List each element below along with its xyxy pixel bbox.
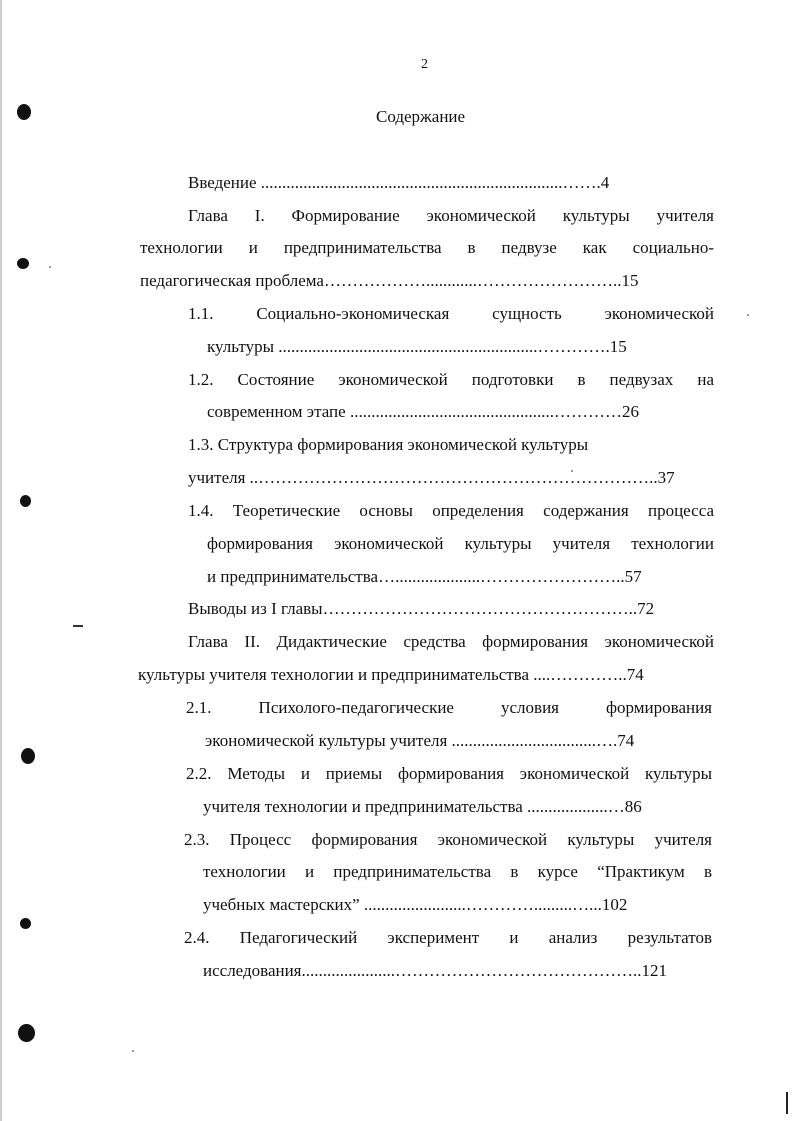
- binder-hole-mark: [17, 258, 29, 269]
- toc-entry-2-1-page: экономической культуры учителя ..................................….74: [205, 731, 635, 750]
- toc-entry-chapter-1-page: педагогическая проблема………………............……………………..15: [140, 271, 639, 290]
- toc-entry-1-4-page: и предпринимательства…....................……………………..57: [207, 567, 642, 586]
- binder-hole-mark: [20, 918, 31, 929]
- scan-left-edge: [0, 0, 2, 1121]
- toc-entry-2-4: 2.4. Педагогический эксперимент и анализ результатов: [184, 928, 712, 947]
- toc-entry-1-2-page: современном этапе ................................................…………26: [207, 402, 639, 421]
- toc-entry-1-1: 1.1. Социально-экономическая сущность экономической: [188, 304, 714, 323]
- toc-entry-2-3-page: учебных мастерских” ........................………….........…...102: [203, 895, 628, 914]
- toc-entry-chapter-1: Глава I. Формирование экономической культуры учителя: [188, 206, 714, 225]
- scan-speck: [132, 1050, 134, 1052]
- toc-entry-chapter-1-cont: технологии и предпринимательства в педвузе как социально-: [140, 238, 714, 257]
- scan-right-edge: [786, 1092, 788, 1114]
- toc-entry-1-2: 1.2. Состояние экономической подготовки в педвузах на: [188, 370, 714, 389]
- toc-entry-2-4-page: исследования......................……………………………………..121: [203, 961, 668, 980]
- toc-entry-chapter-2: Глава II. Дидактические средства формирования экономической: [188, 632, 714, 651]
- toc-entry-2-3-cont: технологии и предпринимательства в курсе “Практикум в: [203, 862, 712, 881]
- toc-entry-chapter-2-page: культуры учителя технологии и предпринимательства ....…………..74: [138, 665, 644, 684]
- toc-entry-1-4-cont: формирования экономической культуры учителя технологии: [207, 534, 714, 553]
- toc-title: Содержание: [376, 107, 466, 126]
- binder-hole-mark: [21, 748, 35, 764]
- toc-entry-1-3-page: учителя ..……………………………………………………………..37: [188, 468, 675, 487]
- toc-entry-conclusions-1: Выводы из I главы………………………………………………..72: [188, 599, 655, 618]
- toc-entry-2-2: 2.2. Методы и приемы формирования экономической культуры: [186, 764, 712, 783]
- scan-speck: [747, 314, 749, 316]
- page-number: 2: [421, 57, 428, 72]
- scan-speck: [49, 266, 51, 268]
- toc-entry-2-1: 2.1. Психолого-педагогические условия формирования: [186, 698, 712, 717]
- binder-hole-mark: [17, 104, 31, 120]
- binder-hole-mark: [20, 495, 31, 507]
- toc-entry-introduction: Введение .......................................................................…….4: [188, 173, 610, 192]
- toc-entry-2-3: 2.3. Процесс формирования экономической культуры учителя: [184, 830, 712, 849]
- toc-entry-1-3: 1.3. Структура формирования экономической культуры: [188, 435, 589, 454]
- toc-entry-1-1-page: культуры .............................................................………….15: [207, 337, 627, 356]
- binder-hole-mark: [18, 1024, 35, 1042]
- scan-artifact: [73, 625, 83, 627]
- toc-entry-1-4: 1.4. Теоретические основы определения содержания процесса: [188, 501, 714, 520]
- toc-entry-2-2-page: учителя технологии и предпринимательства ...................…86: [203, 797, 642, 816]
